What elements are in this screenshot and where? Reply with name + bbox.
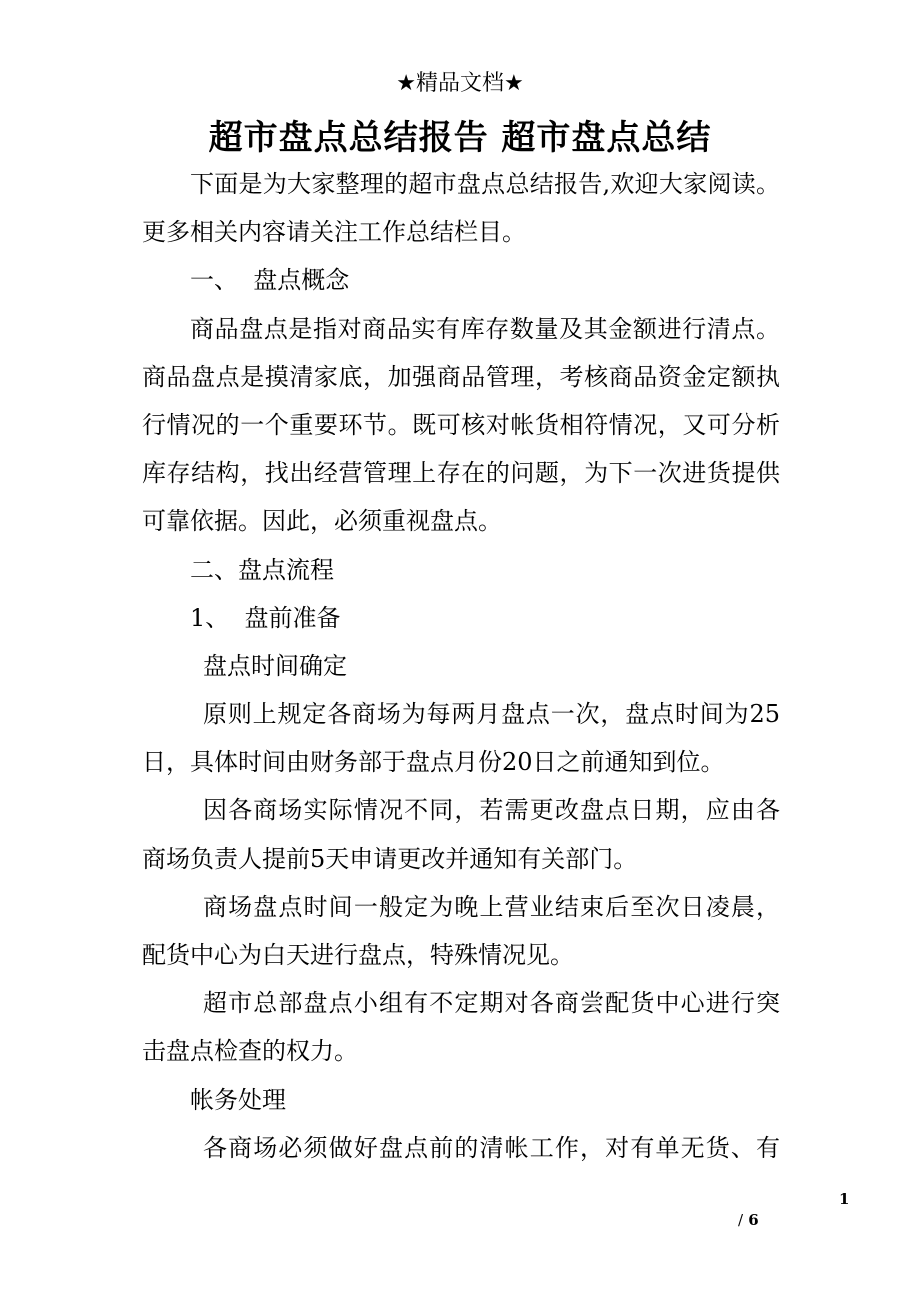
- page-separator: /: [738, 1211, 744, 1229]
- text-line: 配货中心为白天进行盘点，特殊情况见。: [142, 941, 574, 969]
- text-line: 商场盘点时间一般定为晚上营业结束后至次日凌晨，: [203, 892, 780, 921]
- document-title: 超市盘点总结报告 超市盘点总结: [208, 118, 712, 158]
- page-total: [738, 1211, 759, 1229]
- subsection-heading: 帐务处理: [190, 1085, 286, 1114]
- text-line: 因各商场实际情况不同，若需更改盘点日期，应由各: [203, 796, 780, 825]
- text-line: 商品盘点是指对商品实有库存数量及其金额进行清点。: [190, 314, 780, 343]
- text-line: 击盘点检查的权力。: [142, 1037, 358, 1066]
- subsection-heading: 1、 盘前准备: [190, 603, 341, 632]
- text-line: 商场负责人提前5天申请更改并通知有关部门。: [142, 844, 638, 873]
- text-line: 超市总部盘点小组有不定期对各商尝配货中心进行突: [203, 989, 780, 1018]
- document-header: ★精品文档★: [396, 71, 524, 96]
- text-line: 下面是为大家整理的超市盘点总结报告,欢迎大家阅读。: [190, 170, 780, 198]
- document-body: [142, 162, 780, 1174]
- text-line: 更多相关内容请关注工作总结栏目。: [142, 218, 526, 247]
- text-line: 各商场必须做好盘点前的清帐工作，对有单无货、有: [203, 1133, 780, 1162]
- text-line: 日，具体时间由财务部于盘点月份20日之前通知到位。: [142, 748, 725, 777]
- page-number: 1: [839, 1190, 850, 1208]
- text-line: 行情况的一个重要环节。既可核对帐货相符情况，又可分析: [142, 410, 780, 439]
- text-line: 库存结构，找出经营管理上存在的问题，为下一次进货提供: [142, 459, 780, 488]
- section-heading: 二、盘点流程: [190, 555, 334, 584]
- text-line: 可靠依据。因此，必须重视盘点。: [142, 507, 502, 536]
- section-heading: 一、 盘点概念: [190, 266, 350, 295]
- text-line: 商品盘点是摸清家底，加强商品管理，考核商品资金定额执: [142, 362, 780, 391]
- total-pages: 6: [748, 1211, 759, 1229]
- subsection-heading: 盘点时间确定: [203, 651, 347, 680]
- text-line: 原则上规定各商场为每两月盘点一次，盘点时间为25: [203, 700, 780, 729]
